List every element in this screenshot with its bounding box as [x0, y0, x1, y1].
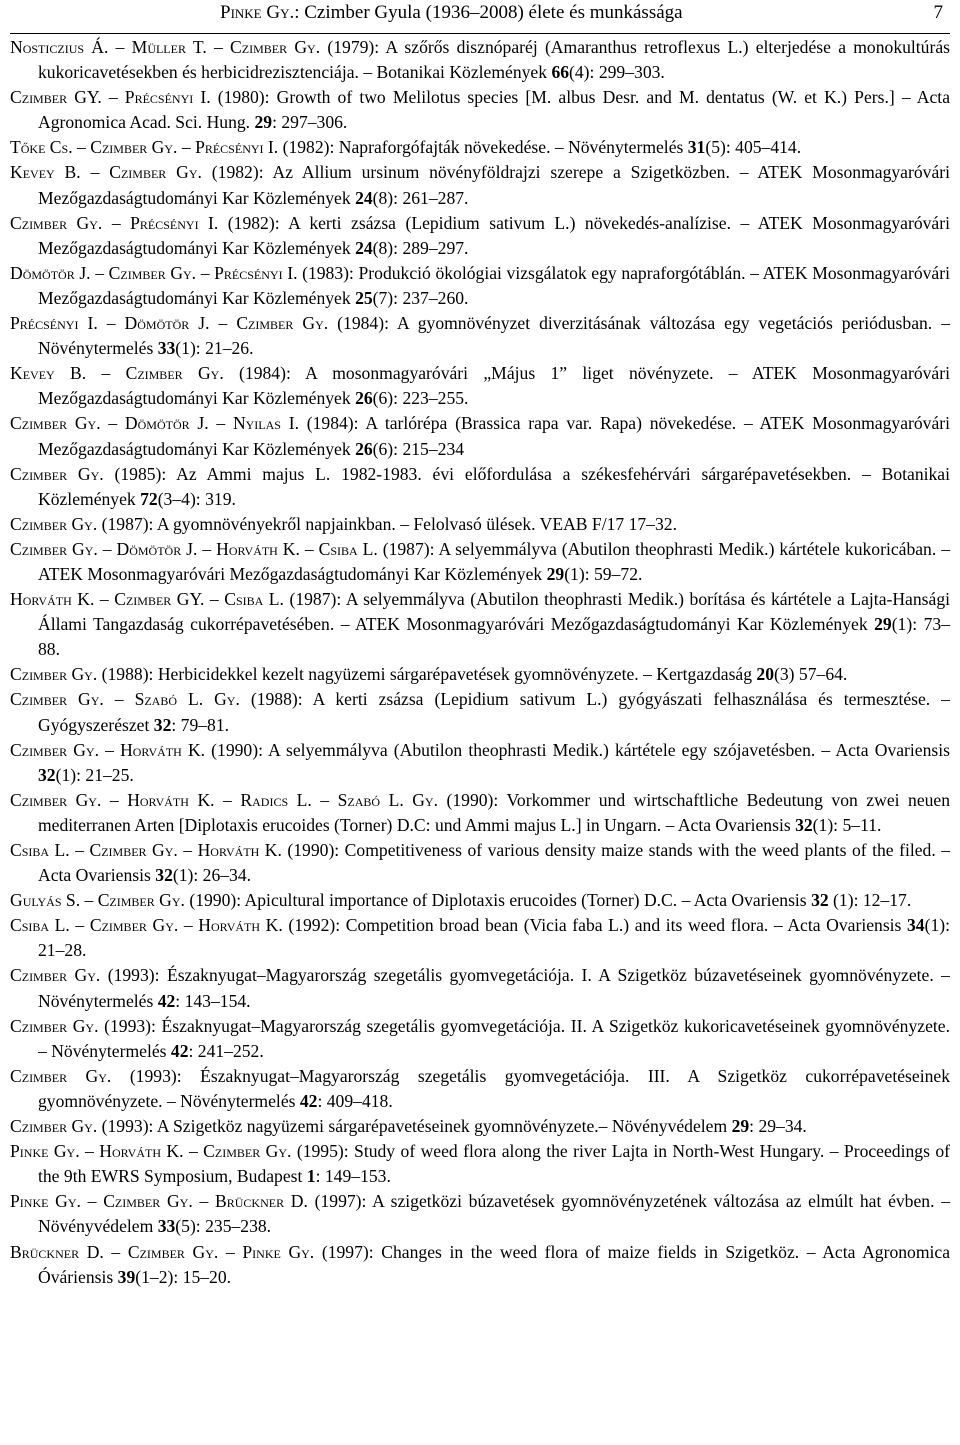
- author-name: Kevey B.: [10, 363, 87, 384]
- volume-number: 24: [355, 187, 373, 208]
- text-run: (1992): Competition broad bean (Vicia faba L.) and its weed flora. – Acta Ovariensis: [282, 915, 907, 936]
- author-name: Gulyás S.: [10, 890, 81, 911]
- text-run: (1982): Napraforgófajták növekedése. – Növénytermelés: [278, 137, 688, 158]
- text-run: –: [100, 413, 125, 434]
- author-name: Csiba L.: [224, 589, 284, 610]
- reference-entry: [10, 160, 950, 210]
- author-name: Czimber GY.: [10, 87, 102, 108]
- author-name: Tőke Cs.: [10, 137, 73, 158]
- text-run: (8): 261–287.: [372, 187, 469, 208]
- text-run: (1983): Produkció ökológiai vizsgálatok egy napraforgótáblán. – ATEK Mosonmagyaróvári Mezőgazdaságtudományi Kar Közlemények: [38, 262, 950, 308]
- text-run: (1984): A tarlórépa (Brassica rapa var. Rapa) növekedése. – ATEK Mosonmagyaróvári Mezőgazdaságtudományi Kar Közlemények: [38, 413, 951, 459]
- author-name: Précsényi I.: [124, 87, 211, 108]
- text-run: (1985): Az Ammi majus L. 1982-1983. évi előfordulása a székesfehérvári sárgarépavetésekben. – Botanikai Közlemények: [38, 463, 950, 509]
- volume-number: 26: [355, 388, 373, 409]
- text-run: –: [80, 1191, 104, 1212]
- reference-entry: [10, 587, 950, 662]
- author-name: Horváth K.: [120, 739, 206, 760]
- text-run: (1): 21–25.: [55, 764, 134, 785]
- text-run: : 297–306.: [272, 112, 348, 133]
- reference-entry: [10, 1064, 950, 1114]
- author-name: Czimber Gy.: [109, 162, 202, 183]
- reference-entry: [10, 411, 950, 461]
- volume-number: 29: [254, 112, 273, 133]
- text-run: –: [206, 37, 231, 57]
- author-name: Czimber Gy.: [125, 363, 224, 384]
- author-name: Pinke Gy.: [220, 2, 295, 23]
- text-run: : 409–418.: [317, 1090, 393, 1111]
- text-run: (1980): Growth of two Melilotus species [M. albus Desr. and M. dentatus (W. et K.) Pers.] – Acta Agronomica Acad. Sci. Hung.: [38, 87, 950, 133]
- text-run: –: [97, 538, 117, 559]
- author-name: Czimber Gy.: [203, 1141, 292, 1162]
- text-run: –: [178, 915, 199, 936]
- text-run: –: [197, 538, 217, 559]
- author-name: Czimber Gy.: [89, 915, 179, 936]
- reference-entry: [10, 85, 950, 135]
- text-run: –: [101, 87, 125, 108]
- text-run: –: [192, 1191, 215, 1212]
- author-name: Czimber Gy.: [10, 413, 101, 434]
- volume-number: 1: [306, 1166, 316, 1187]
- volume-number: 33: [157, 1216, 176, 1237]
- text-run: –: [299, 538, 319, 559]
- volume-number: 20: [756, 664, 775, 685]
- text-run: –: [69, 915, 90, 936]
- author-name: Nyilas I.: [232, 413, 299, 434]
- reference-entry: [10, 888, 950, 913]
- text-run: –: [183, 1141, 204, 1162]
- text-run: –: [108, 37, 132, 57]
- author-name: Czimber Gy.: [10, 664, 98, 685]
- text-run: –: [177, 137, 196, 158]
- text-run: (4): 299–303.: [569, 62, 665, 83]
- volume-number: 33: [157, 338, 176, 359]
- text-run: (1988): A kerti zsázsa (Lepidium sativum L.) gyógyászati felhasználása és termesztése. – Gyógyszerészet: [38, 689, 950, 735]
- author-name: Horváth K.: [10, 589, 95, 610]
- text-run: (1984): A gyomnövényzet diverzitásának változása egy vegetációs periódusban. – Növénytermelés: [38, 313, 951, 359]
- author-name: Czimber GY.: [114, 589, 205, 610]
- author-name: Horváth K.: [198, 915, 283, 936]
- page-number: 7: [933, 2, 943, 23]
- text-run: –: [101, 789, 128, 810]
- text-run: –: [103, 689, 135, 710]
- text-run: : 241–252.: [188, 1040, 264, 1061]
- author-name: Brückner D.: [215, 1191, 308, 1212]
- reference-entry: [10, 738, 950, 788]
- author-name: Czimber Gy.: [89, 840, 178, 860]
- author-name: Czimber Gy.: [236, 313, 329, 334]
- text-run: –: [214, 789, 241, 810]
- text-run: –: [86, 363, 126, 384]
- text-run: (3–4): 319.: [157, 488, 236, 509]
- volume-number: 24: [355, 237, 373, 258]
- text-run: (1988): Herbicidekkel kezelt nagyüzemi sárgarépavetések gyomnövényzete. – Kertgazdaság: [97, 664, 757, 685]
- text-run: (1993): A Szigetköz nagyüzemi sárgarépavetéseinek gyomnövényzete.– Növényvédelem: [97, 1116, 732, 1137]
- author-name: Csiba L.: [318, 538, 378, 559]
- reference-entry: [10, 1014, 950, 1064]
- text-run: (1987): A selyemmályva (Abutilon theophrasti Medik.) kártétele kukoricában. – ATEK Mosonmagyaróvári Mezőgazdaságtudományi Kar Közlemények: [38, 538, 950, 584]
- volume-number: 39: [117, 1266, 136, 1287]
- reference-list: [10, 35, 950, 1290]
- author-name: Dömötör J.: [116, 538, 198, 559]
- reference-entry: [10, 537, 950, 587]
- running-title: [220, 1, 683, 25]
- text-run: (1): 59–72.: [564, 563, 643, 584]
- author-name: Horváth K.: [99, 1141, 184, 1162]
- reference-entry: [10, 261, 950, 311]
- text-run: –: [79, 1141, 100, 1162]
- text-run: (1979): A szőrős disznóparéj (Amaranthus retroflexus L.) elterjedése a monokultúrás kukoricavetésekben és herbicidrezisztenciája. – Botanikai Közlemények: [38, 37, 950, 83]
- volume-number: 34: [907, 915, 925, 936]
- author-name: Czimber Gy.: [230, 37, 321, 57]
- text-run: –: [72, 137, 91, 158]
- author-name: Czimber Gy.: [97, 890, 185, 911]
- volume-number: 32: [155, 865, 173, 886]
- author-name: Horváth K.: [216, 538, 300, 559]
- text-run: (1993): Északnyugat–Magyarország szegetális gyomvegetációja. II. A Szigetköz kukoricavetéseinek gyomnövényzete. – Növénytermelés: [38, 1015, 950, 1061]
- volume-number: 42: [299, 1090, 318, 1111]
- text-run: –: [80, 162, 110, 183]
- author-name: Précsényi I.: [195, 137, 279, 158]
- text-run: –: [218, 1241, 243, 1262]
- text-run: (1): 21–28.: [38, 915, 950, 961]
- volume-number: 32: [795, 814, 813, 835]
- author-name: Radics L.: [240, 789, 312, 810]
- reference-entry: [10, 135, 950, 160]
- text-run: (1984): A mosonmagyaróvári „Május 1” liget növényzete. – ATEK Mosonmagyaróvári Mezőgazdaságtudományi Kar Közlemények: [38, 363, 950, 409]
- volume-number: 25: [355, 287, 373, 308]
- volume-number: 42: [157, 990, 176, 1011]
- text-run: (1987): A selyemmályva (Abutilon theophrasti Medik.) borítása és kártétele a Lajta-Hansági Állami Tangazdaság cukorrépavetésében. – ATEK Mosonmagyaróvári Mezőgazdaságtudományi Kar Közlemények: [38, 589, 951, 635]
- text-run: (1): 73–88.: [38, 614, 950, 660]
- author-name: Czimber Gy.: [10, 1116, 98, 1137]
- author-name: Czimber Gy.: [10, 739, 99, 760]
- volume-number: 29: [874, 614, 892, 635]
- reference-entry: [10, 1240, 950, 1290]
- text-run: (1990): Competitiveness of various density maize stands with the weed plants of the filed. – Acta Ovariensis: [38, 840, 951, 886]
- author-name: Dömötör J.: [10, 262, 91, 283]
- author-name: Précsényi I.: [130, 212, 219, 233]
- text-run: –: [311, 789, 338, 810]
- reference-entry: [10, 788, 950, 838]
- author-name: Dömötör J.: [124, 313, 210, 334]
- text-run: (1990): Vorkommer und wirtschaftliche Bedeutung von zwei neuen mediterranen Arten [Diplotaxis erucoides (Torner) D.C: und Ammi majus L.] in Ungarn. – Acta Ovariensis: [38, 789, 951, 835]
- author-name: Szabó L. Gy.: [134, 689, 240, 710]
- reference-entry: [10, 662, 950, 687]
- reference-entry: [10, 913, 950, 963]
- author-name: Brückner D.: [10, 1241, 104, 1262]
- text-run: (1997): Changes in the weed flora of maize fields in Szigetköz. – Acta Agronomica Óváriensis: [38, 1241, 951, 1287]
- text-run: –: [80, 890, 98, 911]
- reference-entry: [10, 1114, 950, 1139]
- text-run: –: [209, 313, 237, 334]
- text-run: –: [196, 262, 215, 283]
- author-name: Précsényi I.: [214, 262, 298, 283]
- reference-entry: [10, 963, 950, 1013]
- volume-number: 29: [731, 1116, 750, 1137]
- text-run: –: [208, 413, 233, 434]
- text-run: –: [102, 212, 131, 233]
- text-run: –: [98, 739, 121, 760]
- text-run: –: [94, 589, 115, 610]
- text-run: (1990): A selyemmályva (Abutilon theophrasti Medik.) kártétele egy szójavetésben. – Acta Ovariensis: [205, 739, 950, 760]
- text-run: (5): 405–414.: [705, 137, 802, 158]
- text-run: (1993): Északnyugat–Magyarország szegetális gyomvegetációja. I. A Szigetköz búzavetéseinek gyomnövényzete. – Növénytermelés: [38, 965, 950, 1011]
- author-name: Czimber Gy.: [10, 463, 104, 484]
- text-run: (1993): Északnyugat–Magyarország szegetális gyomvegetációja. III. A Szigetköz cukorrépavetéseinek gyomnövényzete. – Növénytermelés: [38, 1065, 950, 1111]
- volume-number: 29: [546, 563, 565, 584]
- reference-entry: [10, 462, 950, 512]
- author-name: Czimber Gy.: [10, 1065, 112, 1086]
- text-run: : 143–154.: [175, 990, 251, 1011]
- author-name: Horváth K.: [197, 840, 282, 860]
- volume-number: 66: [551, 62, 570, 83]
- running-header: [10, 0, 950, 34]
- author-name: Müller T.: [131, 37, 207, 57]
- text-run: : 29–34.: [749, 1116, 807, 1137]
- author-name: Czimber Gy.: [108, 262, 197, 283]
- text-run: –: [103, 1241, 128, 1262]
- text-run: (1997): A szigetközi búzavetések gyomnövényzetének változása az elmúlt hat évben. – Növényvédelem: [38, 1191, 951, 1237]
- text-run: (7): 237–260.: [372, 287, 469, 308]
- reference-entry: [10, 512, 950, 537]
- author-name: Czimber Gy.: [10, 212, 103, 233]
- text-run: (1987): A gyomnövényekről napjainkban. – Felolvasó ülések. VEAB F/17 17–32.: [97, 513, 677, 534]
- volume-number: 32: [811, 890, 829, 911]
- author-name: Csiba L.: [10, 840, 70, 860]
- author-name: Czimber Gy.: [127, 1241, 219, 1262]
- reference-entry: [10, 687, 950, 737]
- reference-entry: [10, 361, 950, 411]
- author-name: Czimber Gy.: [10, 965, 101, 986]
- text-run: –: [97, 313, 125, 334]
- text-run: (6): 223–255.: [372, 388, 469, 409]
- author-name: Kevey B.: [10, 162, 81, 183]
- volume-number: 26: [355, 438, 373, 459]
- text-run: : 149–153.: [315, 1166, 391, 1187]
- author-name: Précsényi I.: [10, 313, 98, 334]
- author-name: Czimber Gy.: [10, 513, 98, 534]
- author-name: Pinke Gy.: [242, 1241, 315, 1262]
- text-run: (1): 21–26.: [175, 338, 254, 359]
- author-name: Pinke Gy.: [10, 1191, 81, 1212]
- text-run: –: [69, 840, 90, 860]
- author-name: Szabó L. Gy.: [337, 789, 438, 810]
- text-run: : 79–81.: [171, 714, 230, 735]
- text-run: (1995): Study of weed flora along the river Lajta in North-West Hungary. – Proceedings of the 9th EWRS Symposium, Budapest: [38, 1141, 950, 1187]
- text-run: (1982): A kerti zsázsa (Lepidium sativum L.) növekedés-analízise. – ATEK Mosonmagyaróvári Mezőgazdaságtudományi Kar Közlemények: [38, 212, 950, 258]
- text-run: (6): 215–234: [372, 438, 465, 459]
- text-run: (1990): Apicultural importance of Diplotaxis erucoides (Torner) D.C. – Acta Ovariensis: [184, 890, 812, 911]
- volume-number: 72: [140, 488, 158, 509]
- text-run: –: [177, 840, 198, 860]
- text-run: (1): 5–11.: [812, 814, 882, 835]
- author-name: Czimber Gy.: [103, 1191, 193, 1212]
- reference-entry: [10, 311, 950, 361]
- reference-entry: [10, 838, 950, 888]
- text-run: (8): 289–297.: [372, 237, 469, 258]
- reference-entry: [10, 1189, 950, 1239]
- text-run: –: [90, 262, 109, 283]
- volume-number: 32: [38, 764, 56, 785]
- author-name: Horváth K.: [127, 789, 215, 810]
- author-name: Czimber Gy.: [90, 137, 178, 158]
- reference-entry: [10, 1139, 950, 1189]
- text-run: (1): 12–17.: [828, 890, 912, 911]
- text-run: (3) 57–64.: [774, 664, 848, 685]
- author-name: Nosticzius Á.: [10, 37, 109, 57]
- author-name: Czimber Gy.: [10, 1015, 99, 1036]
- volume-number: 32: [153, 714, 172, 735]
- volume-number: 42: [170, 1040, 189, 1061]
- text-run: –: [204, 589, 225, 610]
- text-run: (1–2): 15–20.: [135, 1266, 232, 1287]
- text-run: (1): 26–34.: [172, 865, 252, 886]
- author-name: Dömötör J.: [124, 413, 209, 434]
- author-name: Pinke Gy.: [10, 1141, 80, 1162]
- reference-entry: [10, 35, 950, 85]
- reference-entry: [10, 211, 950, 261]
- text-run: (5): 235–238.: [175, 1216, 272, 1237]
- author-name: Csiba L.: [10, 915, 70, 936]
- author-name: Czimber Gy.: [10, 789, 102, 810]
- author-name: Czimber Gy.: [10, 538, 98, 559]
- volume-number: 31: [687, 137, 706, 158]
- author-name: Czimber Gy.: [10, 689, 104, 710]
- text-run: : Czimber Gyula (1936–2008) élete és munkássága: [294, 2, 683, 23]
- text-run: (1982): Az Allium ursinum növényföldrajzi szerepe a Szigetközben. – ATEK Mosonmagyaróvári Mezőgazdaságtudományi Kar Közlemények: [38, 162, 950, 208]
